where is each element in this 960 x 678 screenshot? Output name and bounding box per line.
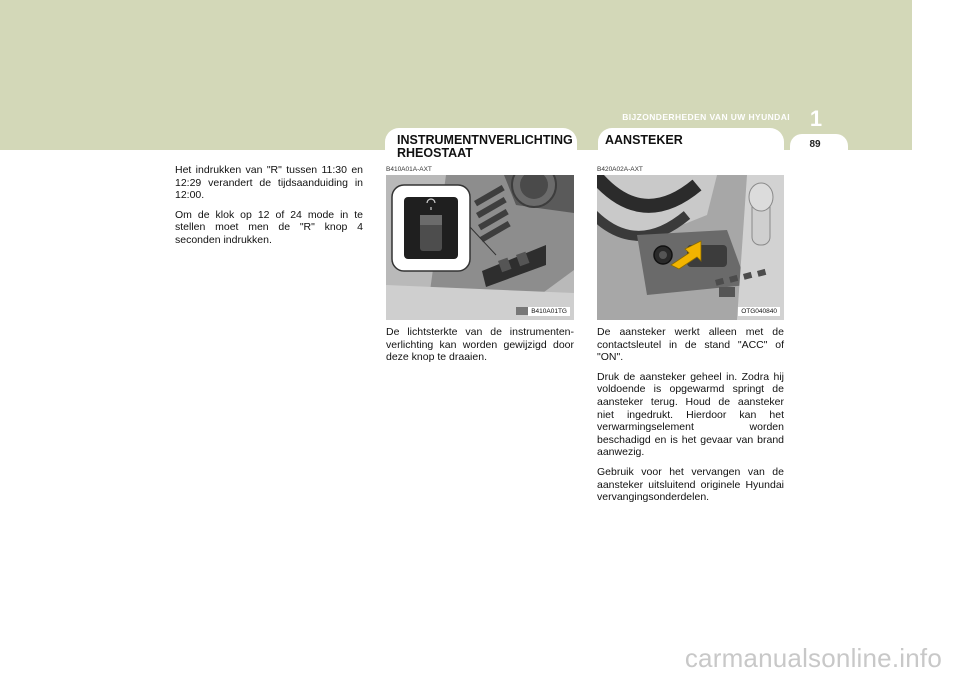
- section-code-rheostat: B410A01A-AXT: [386, 166, 432, 173]
- chapter-title: BIJZONDERHEDEN VAN UW HYUNDAI: [622, 112, 790, 122]
- left-column-text: [175, 164, 363, 254]
- right-column-text: [597, 326, 784, 511]
- paragraph: Druk de aansteker geheel in. Zodra hij voldoende is opgewarmd springt de aansteker terug. Houd de aansteker niet ingedrukt. Hierdoor kan het verwarmingselement worden beschadigd en is het gevaar van brand aanwezig.: [597, 370, 784, 459]
- image-label-aansteker: OTG040840: [738, 307, 780, 316]
- paragraph: Gebruik voor het vervangen van de aansteker uitsluitend originele Hyundai vervangingsonderdelen.: [597, 465, 784, 504]
- image-label-rheostat: B410A01TG: [528, 307, 570, 316]
- middle-column-text: [386, 326, 574, 371]
- paragraph: De aansteker werkt alleen met de contactsleutel in de stand "ACC" of "ON".: [597, 326, 784, 364]
- paragraph: De lichtsterkte van de instrumenten-verlichting kan worden gewijzigd door deze knop te draaien.: [386, 326, 574, 364]
- paragraph: Het indrukken van "R" tussen 11:30 en 12:29 verandert de tijdsaanduiding in 12:00.: [175, 164, 363, 202]
- section-code-aansteker: B420A02A-AXT: [597, 166, 643, 173]
- chapter-number: 1: [809, 106, 823, 131]
- section-title-rheostat: INSTRUMENTNVERLICHTING RHEOSTAAT: [397, 133, 573, 160]
- rheostat-photo: [386, 175, 574, 320]
- paragraph: Om de klok op 12 of 24 mode in te stellen moet men de "R" knop 4 seconden indrukken.: [175, 208, 363, 246]
- page-number: 89: [809, 139, 821, 150]
- watermark[interactable]: carmanualsonline.info: [684, 643, 942, 673]
- section-title-aansteker: AANSTEKER: [605, 133, 683, 147]
- aansteker-photo: [597, 175, 784, 320]
